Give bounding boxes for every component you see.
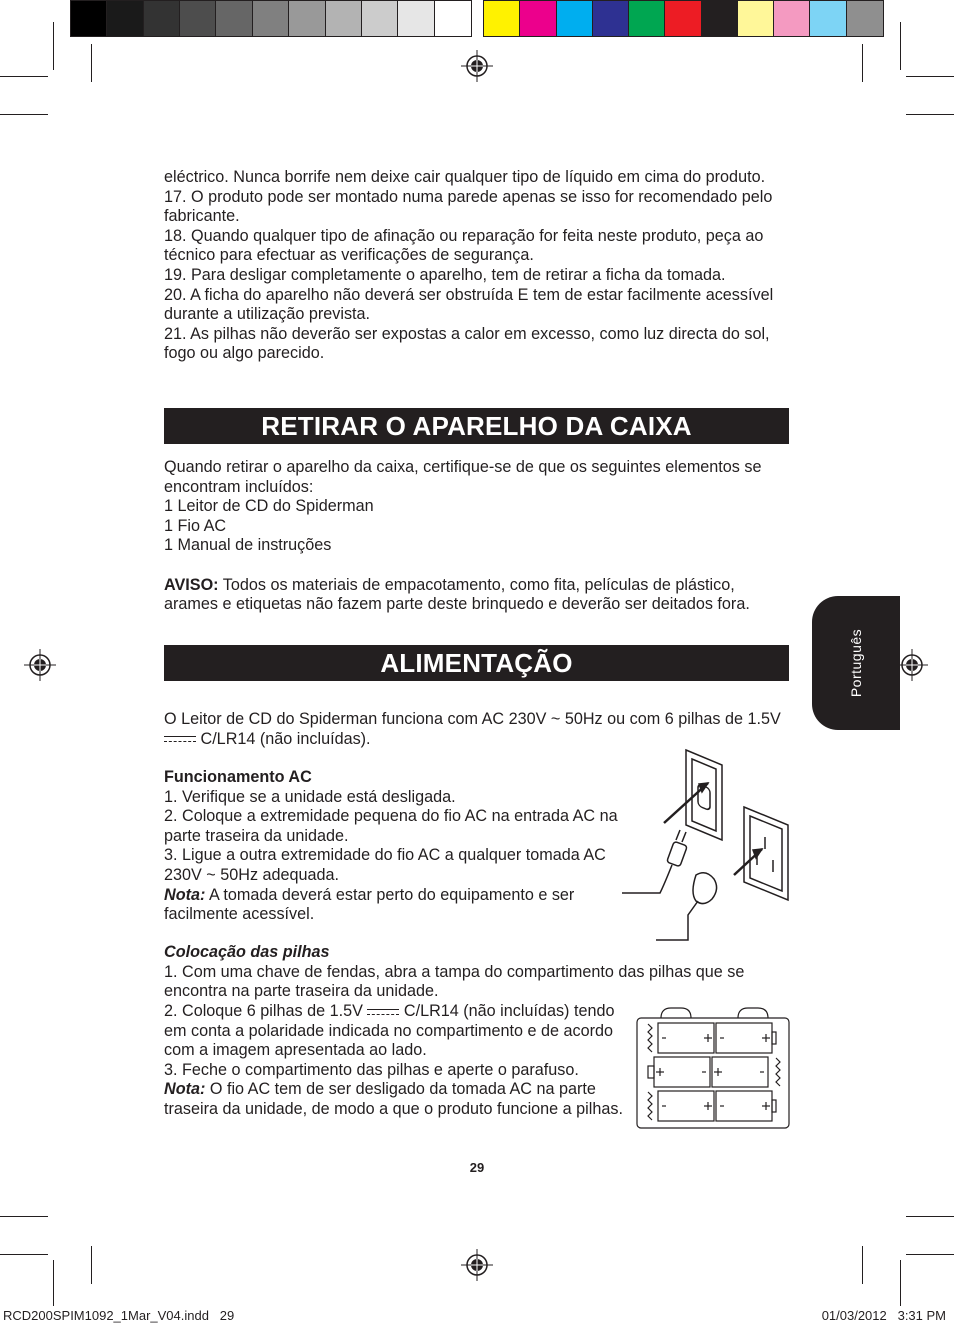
- note-label: Nota:: [164, 885, 206, 904]
- color-swatch: [362, 1, 398, 36]
- note-label: Nota:: [164, 1080, 206, 1099]
- battery-installation-steps: [164, 1002, 634, 1120]
- battery-step: 1. Com uma chave de fendas, abra a tampa do compartimento das pilhas que se encontra na parte traseira da unidade.: [164, 962, 745, 1001]
- included-item: 1 Fio AC: [164, 516, 227, 535]
- color-swatch: [593, 1, 629, 36]
- power-text: O Leitor de CD do Spiderman funciona com AC 230V ~ 50Hz ou com 6 pilhas de 1.5V: [164, 710, 781, 728]
- crop-mark: [91, 44, 92, 82]
- ac-step: 1. Verifique se a unidade está desligada.: [164, 787, 456, 806]
- color-swatch: [557, 1, 593, 36]
- power-heading: ALIMENTAÇÃO: [164, 645, 789, 681]
- battery-step: [164, 1002, 634, 1061]
- color-swatch: [847, 1, 883, 36]
- included-item: 1 Manual de instruções: [164, 536, 332, 555]
- color-swatch: [810, 1, 846, 36]
- battery-step-text: C/LR14 (não incluídas) tendo em conta a polaridade indicada no compartimento e de acordo com a imagem apresentada ao lado.: [164, 1002, 615, 1060]
- ac-step: 2. Coloque a extremidade pequena do fio AC na entrada AC na parte traseira da unidade.: [164, 807, 618, 845]
- color-swatch: [520, 1, 556, 36]
- note-text: O fio AC tem de ser desligado da tomada AC na parte traseira da unidade, de modo a que o produto funcione a pilhas.: [164, 1080, 623, 1118]
- safety-item: eléctrico. Nunca borrife nem deixe cair qualquer tipo de líquido em cima do produto.: [164, 168, 766, 186]
- crop-mark: [0, 76, 48, 77]
- color-swatch: [326, 1, 362, 36]
- color-swatch: [774, 1, 810, 36]
- footer-filename: RCD200SPIM1092_1Mar_V04.indd 29: [3, 1308, 235, 1323]
- color-swatch: [253, 1, 289, 36]
- ac-title: Funcionamento AC: [164, 768, 312, 786]
- ac-note: [164, 886, 626, 925]
- color-swatch: [738, 1, 774, 36]
- gray-color-bar: [70, 0, 472, 37]
- language-tab: [812, 596, 900, 730]
- crop-mark: [900, 22, 901, 70]
- language-tab-label: Português: [848, 628, 864, 698]
- battery-compartment-illustration: [636, 1004, 790, 1130]
- registration-mark-icon: [461, 1249, 493, 1281]
- crop-mark: [53, 1260, 54, 1306]
- color-swatch: [107, 1, 143, 36]
- unpacking-intro: Quando retirar o aparelho da caixa, certifique-se de que os seguintes elementos se encontram incluídos:: [164, 458, 762, 496]
- battery-installation: [164, 943, 792, 1002]
- safety-instructions: [164, 168, 792, 364]
- crop-mark: [900, 1260, 901, 1306]
- color-swatch: [702, 1, 738, 36]
- battery-step-text: 2. Coloque 6 pilhas de 1.5V: [164, 1002, 368, 1020]
- included-item: 1 Leitor de CD do Spiderman: [164, 497, 374, 516]
- crop-mark: [906, 1254, 954, 1255]
- crop-mark: [0, 1254, 48, 1255]
- safety-item: 17. O produto pode ser montado numa parede apenas se isso for recomendado pelo fabricante.: [164, 187, 773, 226]
- color-swatch: [398, 1, 434, 36]
- color-swatch: [144, 1, 180, 36]
- registration-mark-icon: [24, 649, 56, 681]
- color-swatch: [289, 1, 325, 36]
- dc-symbol-icon: [164, 734, 196, 744]
- unpacking-content: [164, 458, 792, 615]
- power-intro: [164, 710, 792, 749]
- ac-step: 3. Ligue a outra extremidade do fio AC a qualquer tomada AC 230V ~ 50Hz adequada.: [164, 846, 606, 884]
- process-color-bar: [483, 0, 884, 37]
- color-swatch: [484, 1, 520, 36]
- page-number: 29: [469, 1160, 485, 1175]
- safety-item: 19. Para desligar completamente o aparelho, tem de retirar a ficha da tomada.: [164, 265, 726, 284]
- color-swatch: [216, 1, 252, 36]
- ac-operation: [164, 768, 626, 925]
- warning-text: Todos os materiais de empacotamento, como fita, películas de plástico, arames e etiquetas não fazem parte deste brinquedo e deverão ser deitados fora.: [164, 575, 750, 614]
- crop-mark: [0, 1216, 48, 1217]
- crop-mark: [862, 44, 863, 82]
- safety-item: 18. Quando qualquer tipo de afinação ou reparação for feita neste produto, peça ao técnico para efectuar as verificações de segurança.: [164, 226, 764, 265]
- color-swatch: [665, 1, 701, 36]
- color-swatch: [435, 1, 471, 36]
- registration-mark-icon: [896, 649, 928, 681]
- safety-item: 21. As pilhas não deverão ser expostas a calor em excesso, como luz directa do sol, fogo ou algo parecido.: [164, 324, 770, 363]
- crop-mark: [906, 114, 954, 115]
- dc-symbol-icon: [367, 1007, 399, 1017]
- color-swatch: [629, 1, 665, 36]
- footer-date: 01/03/2012 3:31 PM: [821, 1308, 946, 1323]
- registration-mark-icon: [461, 50, 493, 82]
- crop-mark: [91, 1246, 92, 1284]
- crop-mark: [0, 114, 48, 115]
- ac-plug-illustration: [622, 745, 792, 945]
- crop-mark: [906, 1216, 954, 1217]
- crop-mark: [53, 22, 54, 70]
- unpacking-heading: RETIRAR O APARELHO DA CAIXA: [164, 408, 789, 444]
- warning-paragraph: [164, 576, 792, 615]
- color-swatch: [71, 1, 107, 36]
- power-text: C/LR14 (não incluídas).: [196, 729, 371, 748]
- note-text: A tomada deverá estar perto do equipamento e ser facilmente acessível.: [164, 885, 575, 924]
- safety-item: 20. A ficha do aparelho não deverá ser obstruída E tem de estar facilmente acessível durante a utilização prevista.: [164, 285, 774, 324]
- battery-note: [164, 1080, 634, 1119]
- warning-label: AVISO:: [164, 575, 219, 594]
- battery-step: 3. Feche o compartimento das pilhas e aperte o parafuso.: [164, 1060, 579, 1079]
- battery-title: Colocação das pilhas: [164, 943, 330, 961]
- color-swatch: [180, 1, 216, 36]
- crop-mark: [862, 1246, 863, 1284]
- crop-mark: [906, 76, 954, 77]
